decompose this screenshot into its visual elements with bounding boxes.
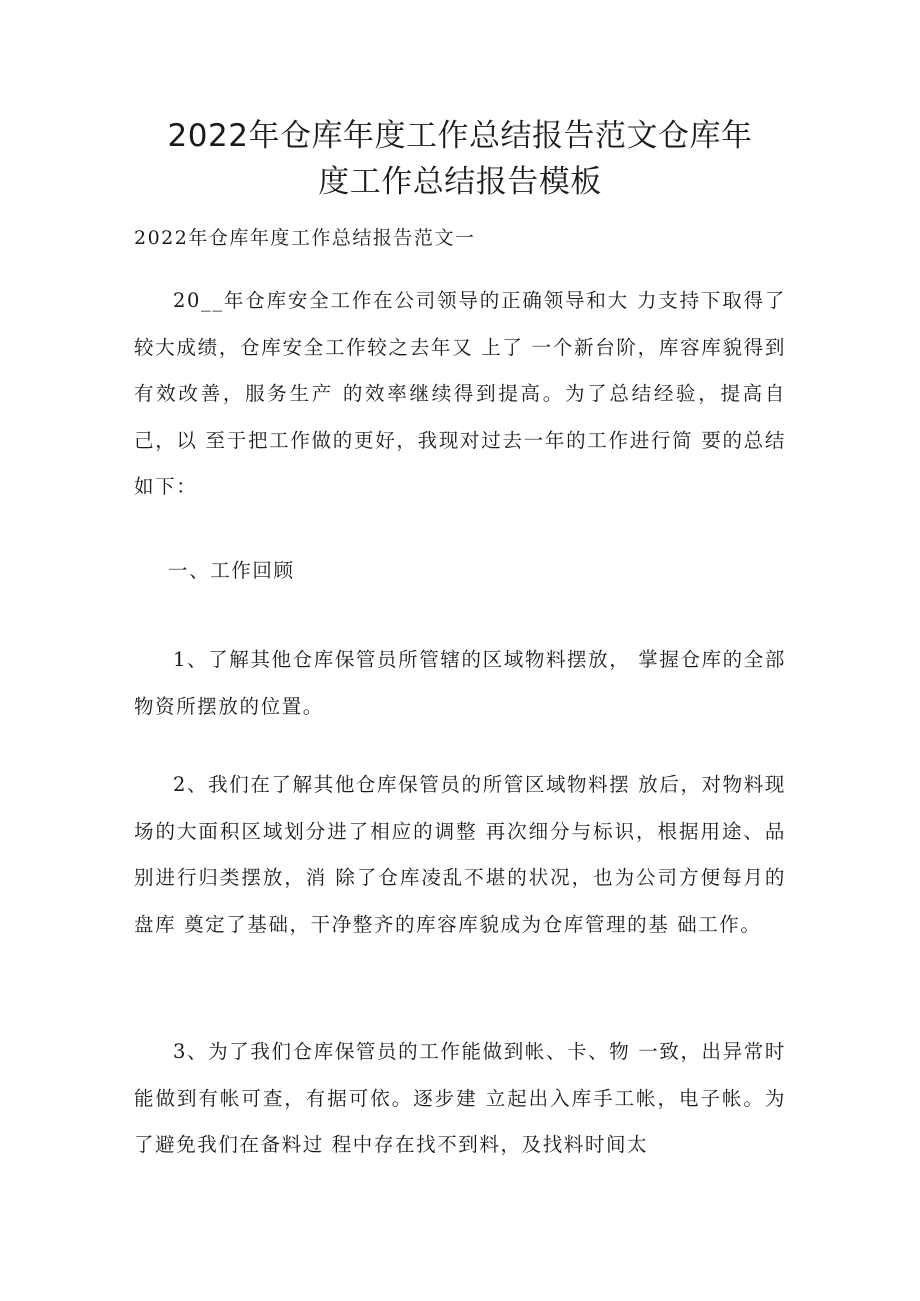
paragraph-item-1: 1、了解其他仓库保管员所管辖的区域物料摆放， 掌握仓库的全部物资所摆放的位置。 (134, 648, 786, 718)
document-title-line-2: 度工作总结报告模板 (318, 164, 602, 200)
paragraph-item-2: 2、我们在了解其他仓库保管员的所管区域物料摆 放后，对物料现场的大面积区域划分进了相应的调整 再次细分与标识，根据用途、品别进行归类摆放，消 除了仓库凌乱不堪的状况，也为公司方便每月的盘库 奠定了基础，干净整齐的库容库貌成为仓库管理的基 础工作。 (134, 773, 786, 936)
section-heading-work-review: 一、工作回顾 (168, 559, 295, 582)
document-subtitle: 2022年仓库年度工作总结报告范文一 (134, 227, 476, 249)
paragraph-intro: 20__年仓库安全工作在公司领导的正确领导和大 力支持下取得了较大成绩，仓库安全工作较之去年又 上了 一个新台阶，库容库貌得到有效改善，服务生产 的效率继续得到提高。为了总结经验，提高自己，以 至于把工作做的更好，我现对过去一年的工作进行简 要的总结如下： (134, 289, 786, 498)
paragraph-item-3: 3、为了我们仓库保管员的工作能做到帐、卡、物 一致，出异常时能做到有帐可查，有据可依。逐步建 立起出入库手工帐，电子帐。为了避免我们在备料过 程中存在找不到料，及找料时间太 (134, 1040, 786, 1156)
document-title-line-1: 2022年仓库年度工作总结报告范文仓库年 (167, 118, 753, 154)
